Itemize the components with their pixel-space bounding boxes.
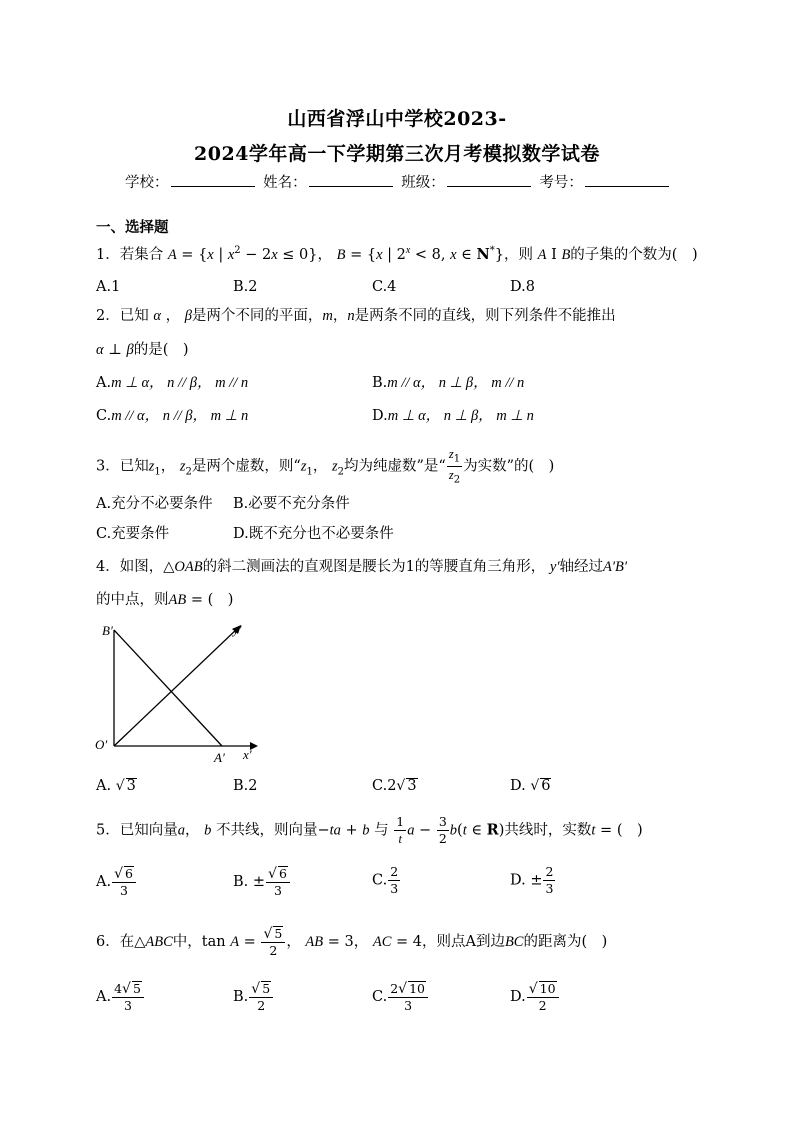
exam-number-blank[interactable] xyxy=(585,174,669,187)
school-blank[interactable] xyxy=(171,174,255,187)
q6-option-a[interactable]: A. $\frac{4√ 5}{3}$ xyxy=(96,981,145,1013)
question-4: 4．如图，△OAB的斜二测画法的直观图是腰长为1的等腰直角三角形， y′轴经过A′B′ xyxy=(96,559,628,575)
school-label: 学校： xyxy=(125,175,169,191)
title-line-1: 山西省浮山中学校2023- xyxy=(287,108,507,130)
student-info-row xyxy=(125,171,673,192)
q3-option-d[interactable]: D.既不充分也不必要条件 xyxy=(233,526,394,542)
question-4-cont: 的中点，则AB = ( ) xyxy=(96,592,234,608)
class-label: 班级： xyxy=(401,175,445,191)
label-b: B′ xyxy=(102,623,113,638)
q3-option-a[interactable]: A.充分不必要条件 xyxy=(96,496,213,512)
label-o: O′ xyxy=(95,737,108,752)
q6-option-c[interactable]: C. $\frac{2√ 10}{3}$ xyxy=(372,981,429,1013)
q6-option-b[interactable]: B. $\frac{√ 5}{2}$ xyxy=(233,981,274,1013)
question-1: 1．若集合 A = {x | $x^2 - 2x \le 0$}， B = {x | $2^x < 8$, x ∈ N*}，则 A I B的子集的个数为( ) xyxy=(96,245,698,263)
label-x: x′ xyxy=(243,747,252,762)
q5-option-c[interactable]: C. $\frac{2}{3}$ xyxy=(372,864,399,896)
q4-option-c[interactable]: C.2√ 3 xyxy=(372,778,417,794)
oblique-projection-figure xyxy=(92,618,262,768)
q4-option-d[interactable]: D. √ 6 xyxy=(510,778,551,794)
question-6: 6．在△ABC中，tan A = $\frac{√ 5}{2}$ ， AB = 3， AC = 4，则点A到边BC的距离为( ) xyxy=(96,926,608,958)
name-label: 姓名： xyxy=(263,175,307,191)
q2-option-a[interactable]: A.m ⊥ α， n // β， m // n xyxy=(96,375,249,391)
q2-option-d[interactable]: D.m ⊥ α， n ⊥ β， m ⊥ n xyxy=(372,408,534,424)
label-y: y′ xyxy=(233,622,242,637)
z1-over-z2: $\frac{z_1}{z_2}$ xyxy=(448,447,461,485)
question-2: 2．已知 α ， β是两个不同的平面，m，n是两条不同的直线，则下列条件不能推出 xyxy=(96,308,616,324)
q1-option-d[interactable]: D.8 xyxy=(510,279,535,295)
q5-option-a[interactable]: A. $\frac{√ 6}{3}$ xyxy=(96,866,137,898)
exam-number-label: 考号： xyxy=(539,175,583,191)
q6-option-d[interactable]: D. $\frac{√ 10}{2}$ xyxy=(510,981,560,1013)
q1-option-a[interactable]: A.1 xyxy=(96,279,121,295)
q1-option-c[interactable]: C.4 xyxy=(372,279,397,295)
q2-option-b[interactable]: B.m // α， n ⊥ β， m // n xyxy=(372,375,525,391)
label-a: A′ xyxy=(214,750,225,765)
question-2-cont: α ⊥ β的是( ) xyxy=(96,342,189,358)
q2-option-c[interactable]: C.m // α， n // β， m ⊥ n xyxy=(96,408,249,424)
section-heading: 一、选择题 xyxy=(96,219,169,236)
q1-option-b[interactable]: B.2 xyxy=(233,279,258,295)
q4-option-a[interactable]: A. √ 3 xyxy=(96,778,136,794)
segment-ba xyxy=(114,630,222,746)
name-blank[interactable] xyxy=(309,174,393,187)
y-axis xyxy=(114,628,238,746)
q5-option-d[interactable]: D. ± $\frac{2}{3}$ xyxy=(510,864,554,896)
question-3: 3．已知$z_1$， $z_2$是两个虚数，则“$z_1$， $z_2$均为纯虚数”是“ $\frac{z_1}{z_2}$ 为实数”的( ) xyxy=(96,447,555,485)
q4-option-b[interactable]: B.2 xyxy=(233,778,258,794)
class-blank[interactable] xyxy=(447,174,531,187)
q3-option-b[interactable]: B.必要不充分条件 xyxy=(233,496,350,512)
q5-option-b[interactable]: B. ± $\frac{√ 6}{3}$ xyxy=(233,866,291,898)
question-5: 5．已知向量a， b 不共线，则向量−ta + b 与 $\frac{1}{t}$ a − $\frac{3}{2}$ b(t ∈ R)共线时，实数t = ( ) xyxy=(96,814,643,846)
q3-option-c[interactable]: C.充要条件 xyxy=(96,526,170,542)
title-line-2: 2024学年高一下学期第三次月考模拟数学试卷 xyxy=(194,143,600,165)
